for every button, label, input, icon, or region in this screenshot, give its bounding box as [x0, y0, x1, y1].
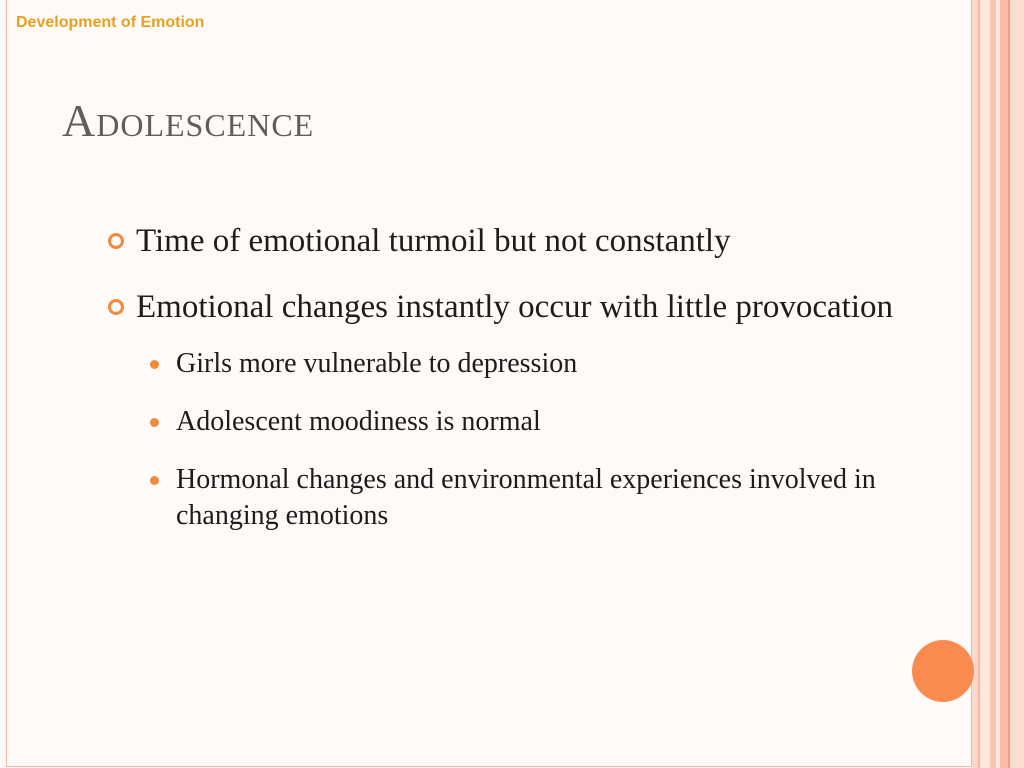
sub-bullet-text: Adolescent moodiness is normal	[176, 406, 541, 437]
filled-dot-bullet-icon	[150, 418, 159, 427]
bullet-text: Emotional changes instantly occur with little provocation	[136, 289, 893, 325]
bullet-list	[108, 220, 898, 556]
bullet-text: Time of emotional turmoil but not constantly	[136, 223, 731, 259]
header-label: Development of Emotion	[16, 14, 205, 31]
sub-bullet-text: Hormonal changes and environmental experiences involved in changing emotions	[176, 464, 876, 531]
decorative-stripe	[1000, 0, 1008, 768]
hollow-circle-bullet-icon	[108, 299, 124, 315]
sub-bullet-item	[150, 404, 898, 440]
sub-bullet-text: Girls more vulnerable to depression	[176, 348, 578, 379]
filled-dot-bullet-icon	[150, 360, 159, 369]
sub-bullet-list	[108, 346, 898, 534]
sub-bullet-item	[150, 346, 898, 382]
hollow-circle-bullet-icon	[108, 233, 124, 249]
slide-title: Adolescence	[62, 95, 315, 146]
sub-bullet-item	[150, 462, 898, 534]
filled-dot-bullet-icon	[150, 476, 159, 485]
decorative-circle	[912, 640, 974, 702]
decorative-stripe	[1010, 0, 1024, 768]
bullet-item	[108, 286, 898, 328]
decorative-stripe	[980, 0, 990, 768]
bullet-item	[108, 220, 898, 262]
